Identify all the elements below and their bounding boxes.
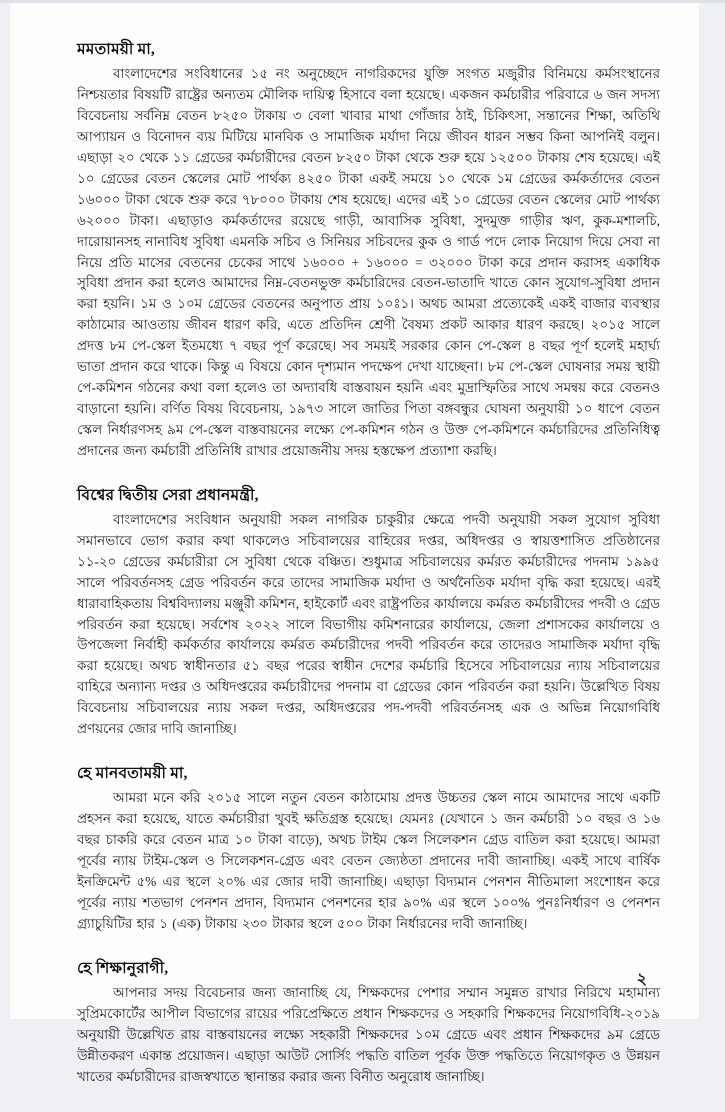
section-shikkhanuragi <box>77 959 660 1088</box>
document-page <box>10 0 699 1084</box>
section-heading: মমতাময়ী মা, <box>77 41 155 58</box>
section-paragraph: বাংলাদেশের সংবিধানের ১৫ নং অনুচ্ছেদে নাগরিকদের যুক্তি সংগত মজুরীর বিনিময়ে কর্মসংস্থানের নিশ্চয়তার বিষয়টি রাষ্ট্রের অন্যতম মৌলিক দায়িত্ব হিসাবে বলা হয়েছে। একজন কর্মচারীর পরিবারে ৬ জন সদস্য বিবেচনায় সর্বনিম্ন বেতন ৮২৫০ টাকায় ৩ বেলা খাবার মাথা গোঁজার ঠাই, চিকিৎসা, সন্তানের শিক্ষা, অতিথি আপ্যায়ন ও বিনোদন ব্যয় মিটিয়ে মানবিক ও সামাজিক মর্যাদা নিয়ে জীবন ধারন সম্ভব কিনা আপনিই বলুন। এছাড়া ২০ থেকে ১১ গ্রেডের কর্মচারীদের বেতন ৮২৫০ টাকা থেকে শুরু হয়ে ১২৫০০ টাকায় শেষ হয়েছে। এই ১০ গ্রেডের বেতন স্কেলের মোট পার্থক্য ৪২৫০ টাকা একই সময়ে ১০ থেকে ১ম গ্রেডের কর্মকর্তাদের বেতন ১৬০০০ টাকা থেকে শুরু করে ৭৮০০০ টাকায় শেষ হয়েছে। এদের এই ১০ গ্রেডের বেতন স্কেলের মোট পার্থক্য ৬২০০০ টাকা। এছাড়াও কর্মকর্তাদের রয়েছে গাড়ী, আবাসিক সুবিধা, সুদমুক্ত গাড়ীর ঋণ, কুক-মশালচি, দারোয়ানসহ নানাবিধ সুবিধা এমনকি সচিব ও সিনিয়র সচিবদের কুক ও গার্ড পদে লোক নিয়োগ দিয়ে সেবা না নিয়ে প্রতি মাসের বেতনের চেকের সাথে ১৬০০০ + ১৬০০০ = ৩২০০০ টাকা করে প্রদান করাসহ একাধিক সুবিধা প্রদান করা হলেও আমাদের নিম্ন-বেতনভুক্ত কর্মচারিদের বেতন-ভাতাদি খাতে কোন সুযোগ-সুবিধা প্রদান করা হয়নি। ১ম ও ১০ম গ্রেডের বেতনের অনুপাত প্রায় ১০ঃ১। অথচ আমরা প্রত্যেকেই একই বাজার ব্যবস্থার কাঠামোর আওতায় জীবন ধারণ করি, এতে প্রতিদিন শ্রেণী বৈষম্য প্রকট আকার ধারণ করছে। ২০১৫ সালে প্রদত্ত ৮ম পে-স্কেল ইতমধ্যে ৭ বছর পূর্ণ করেছে। সব সময়ই সরকার কোন পে-স্কেল ৪ বছর পূর্ণ হলেই মহার্ঘ্য ভাতা প্রদান করে থাকে। কিন্তু এ বিষয়ে কোন দৃশ্যমান পদক্ষেপ দেখা যাচ্ছেনা। ৮ম পে-স্কেল ঘোষনার সময় স্থায়ী পে-কমিশন গঠনের কথা বলা হলেও তা অদ্যাবধি বাস্তবায়ন হয়নি এবং মুদ্রাস্ফিতির সাথে সমন্বয় করে বেতনও বাড়ানো হয়নি। বর্ণিত বিষয় বিবেচনায়, ১৯৭৩ সালে জাতির পিতা বঙ্গবন্ধুর ঘোষনা অনুযায়ী ১০ ধাপে বেতন স্কেল নির্ধারণসহ ৯ম পে-স্কেল বাস্তবায়নের লক্ষ্যে পে-কমিশন গঠন ও উক্ত পে-কমিশনে কর্মচারিদের প্রতিনিধিত্ব প্রদানের জন্য কর্মচারী প্রতিনিধি রাখার প্রয়োজনীয় সদয় হস্তক্ষেপ প্রত্যাশা করছি। <box>77 66 660 458</box>
scan-top-edge <box>0 0 725 3</box>
page-number: ২ <box>636 971 647 988</box>
section-heading: বিশ্বের দ্বিতীয় সেরা প্রধানমন্ত্রী, <box>77 486 259 504</box>
section-manobotamoyee-ma <box>77 764 660 935</box>
section-heading: হে শিক্ষানুরাগী, <box>77 959 169 977</box>
section-paragraph: বাংলাদেশের সংবিধান অনুযায়ী সকল নাগরিক চাকুরীর ক্ষেত্রে পদবী অনুযায়ী সকল সুযোগ সুবিধা সমানভাবে ভোগ করার কথা থাকলেও সচিবালয়ের বাহিরের দপ্তর, অধিদপ্তর ও স্বায়ত্তশাসিত প্রতিষ্ঠানের ১১-২০ গ্রেডের কর্মচারীরা সে সুবিধা থেকে বঞ্চিত। শুধুমাত্র সচিবালয়ের কর্মরত কর্মচারীদের পদনাম ১৯৯৫ সালে পরিবর্তনসহ গ্রেড পরিবর্তন করে তাদের সামাজিক মর্যাদা ও অর্থনৈতিক মর্যাদা বৃদ্ধি করা হয়েছে। এরই ধারাবাহিকতায় বিশ্ববিদ্যালয় মঞ্জুরী কমিশন, হাইকোর্ট এবং রাষ্ট্রপতির কার্যালয়ে কর্মরত কর্মচারীদের পদবী ও গ্রেড পরিবর্তন করা হয়েছে। সর্বশেষ ২০২২ সালে বিভাগীয় কমিশনারের কার্যালয়ে, জেলা প্রশাসকের কার্যালয়ে ও উপজেলা নির্বাহী কর্মকর্তার কার্যালয়ে কর্মরত কর্মচারীদের পদবী পরিবর্তন করে তাদেরও সামাজিক মর্যাদা বৃদ্ধি করা হয়েছে। অথচ স্বাধীনতার ৫১ বছর পরের স্বাধীন দেশের কর্মচারি হিসেবে সচিবালয়ের ন্যায় সচিবালয়ের বাহিরে অন্যান্য দপ্তর ও অধিদপ্তরের কর্মচারীদের পদনাম বা গ্রেডের কোন পরিবর্তন করা হয়নি। উল্লেখিত বিষয় বিবেচনায় সচিবালয়ের ন্যায় সকল দপ্তর, অধিদপ্তরের পদ-পদবী পরিবর্তনসহ এক ও অভিন্ন নিয়োগবিধি প্রণয়নের জোর দাবি জানাচ্ছি। <box>77 511 660 737</box>
section-paragraph: আমরা মনে করি ২০১৫ সালে নতুন বেতন কাঠামোয় প্রদত্ত উচ্চতর স্কেল নামে আমাদের সাথে একটি প্রহসন করা হয়েছে, যাতে কর্মচারীরা খুবই ক্ষতিগ্রস্ত হয়েছে। যেমনঃ (যেখানে ১ জন কর্মচারী ১০ বছর ও ১৬ বছর চাকরি করে বেতন মাত্র ১০ টাকা বাড়ে), অথচ টাইম স্কেল সিলেকশন গ্রেড বাতিল করা হয়েছে। আমরা পূর্বের ন্যায় টাইম-স্কেল ও সিলেকশন-গ্রেড এবং বেতন জ্যেষ্ঠতা প্রদানের দাবী জানাচ্ছি। একই সাথে বার্ষিক ইনক্রিমেন্ট ৫% এর স্থলে ২০% এর জোর দাবী জানাচ্ছি। এছাড়া বিদ্যমান পেনশন নীতিমালা সংশোধন করে পূর্বের ন্যায় শতভাগ পেনশন প্রদান, বিদ্যমান পেনশনের হার ৯০% এর স্থলে ১০০% পুনঃনির্ধারণ ও পেনশন গ্র্যাচুয়িটির হার ১ (এক) টাকায় ২৩০ টাকার স্থলে ৫০০ টাকা নির্ধারনের দাবী জানাচ্ছি। <box>77 790 660 931</box>
section-paragraph: আপনার সদয় বিবেচনার জন্য জানাচ্ছি যে, শিক্ষকদের পেশার সম্মান সমুন্নত রাখার নিরিখে মহামান্য সুপ্রিমকোর্টের আপীল বিভাগের রায়ের পরিপ্রেক্ষিতে প্রধান শিক্ষকদের ও সহকারি শিক্ষকদের নিয়োগবিধি-২০১৯ অনুযায়ী উল্লেখিত রায় বাস্তবায়নের লক্ষ্যে সহকারী শিক্ষকদের ১০ম গ্রেডে এবং প্রধান শিক্ষকদের ৯ম গ্রেডে উন্নীতকরণ একান্ত প্রয়োজন। এছাড়া আউট সোর্সিং পদ্ধতি বাতিল পূর্বক উক্ত পদ্ধতিতে নিয়োগকৃত ও উন্নয়ন খাতের কর্মচারীদের রাজস্বখাতে স্থানান্তর করার জন্য বিনীত অনুরোধ জানাচ্ছি। <box>77 985 660 1084</box>
section-heading: হে মানবতাময়ী মা, <box>77 764 188 782</box>
section-mamatamoyee-ma <box>77 40 660 462</box>
document-content <box>77 40 660 1112</box>
section-second-best-pm <box>77 486 660 740</box>
